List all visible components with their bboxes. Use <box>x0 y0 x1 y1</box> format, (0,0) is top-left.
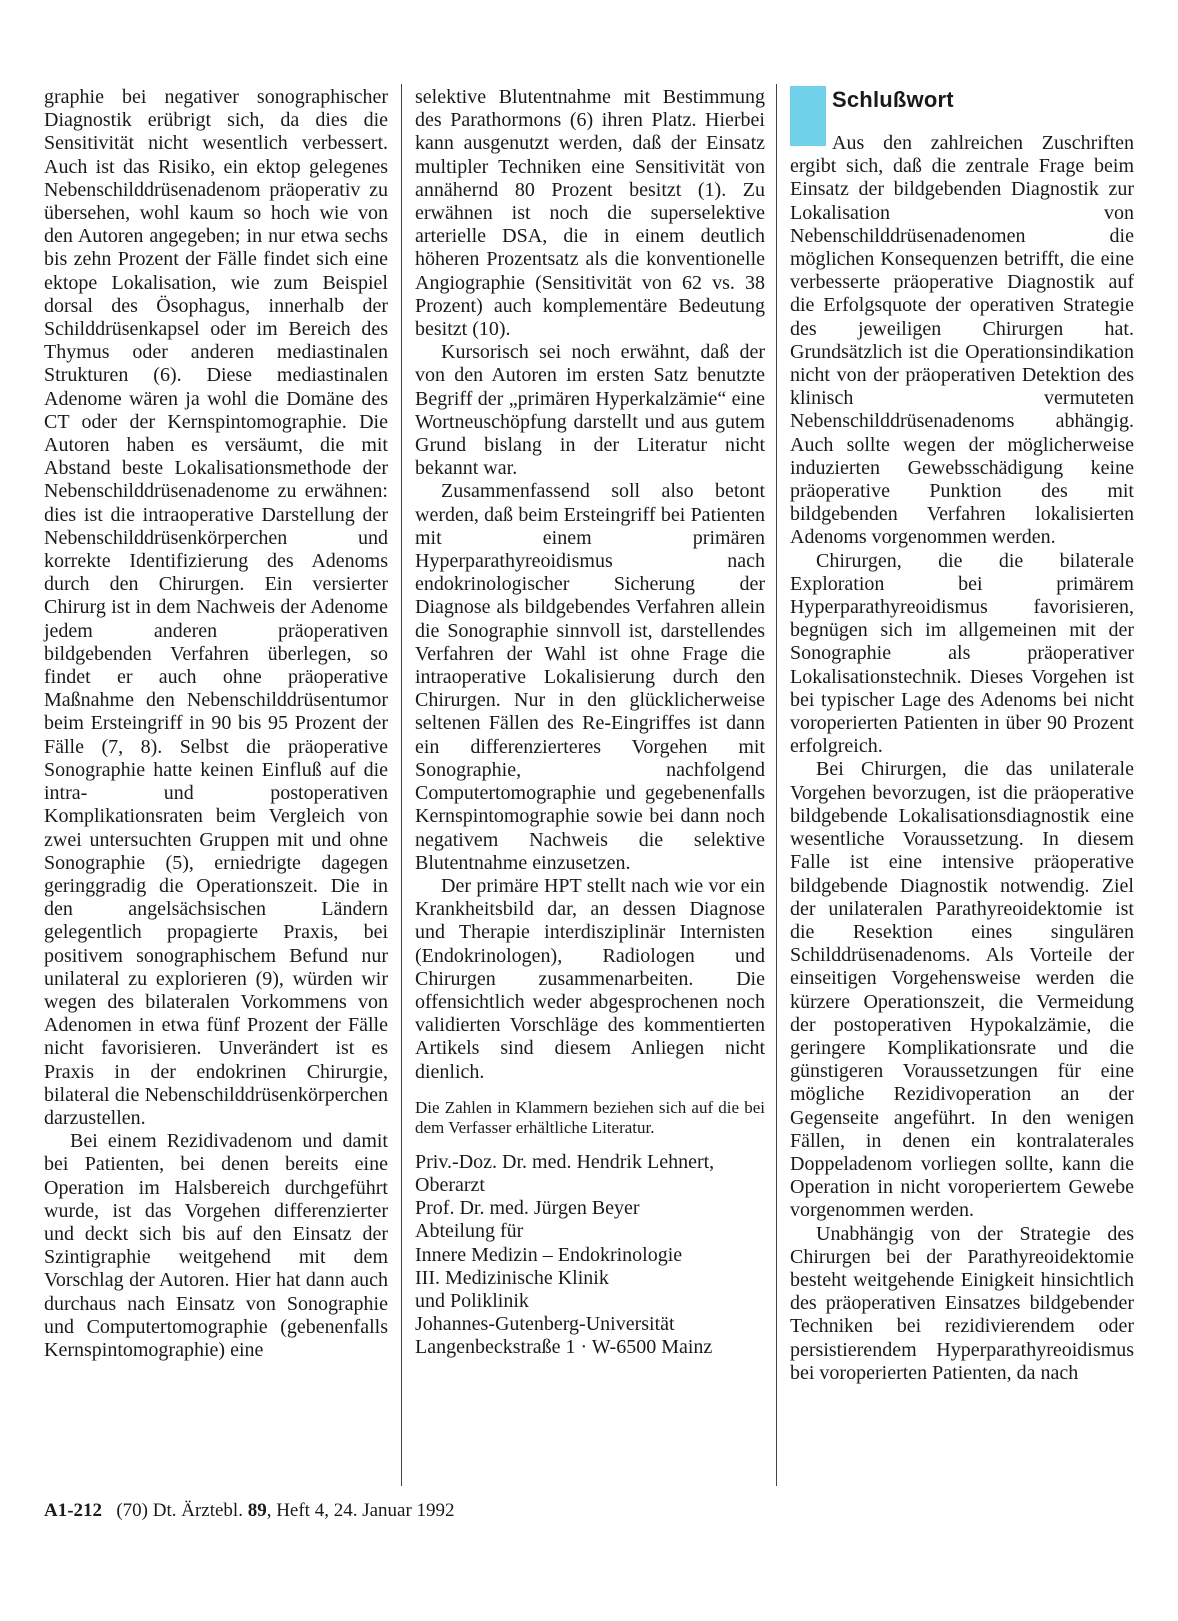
address-line: Prof. Dr. med. Jürgen Beyer <box>415 1197 640 1220</box>
citation-suffix: , Heft 4, 24. Januar 1992 <box>266 1500 455 1521</box>
column-3-paragraph-1: Aus den zahlreichen Zuschriften ergibt sich, daß die zentrale Frage beim Einsatz der bildgebenden Diagnostik zur Lokalisation von Nebenschilddrüsenadenomen die möglichen Konsequenzen betrifft, die eine verbesserte präoperative Diagnostik auf die Erfolgsquote der operativen Strategie des jeweiligen Chirurgen hat. Grundsätzlich ist die Operationsindikation nicht von der präoperativen Detektion des klinisch vermuteten Nebenschilddrüsenadenoms abhängig. Auch sollte wegen der möglicherweise induzierten Gewebsschädigung keine präoperative Punktion des mit bildgebenden Verfahren lokalisierten Adenoms vorgenommen werden. <box>790 132 1134 549</box>
citation-prefix: (70) Dt. Ärztebl. <box>116 1500 243 1521</box>
citation-volume: 89 <box>247 1500 267 1521</box>
page-id: A1-212 <box>44 1500 103 1521</box>
page-footer <box>44 1500 455 1522</box>
section-header <box>790 86 1134 132</box>
column-1-paragraph-2: Bei einem Rezidivadenom und damit bei Patienten, bei denen bereits eine Operation im Halsbereich durchgeführt wurde, ist das Vorgehen differenzierter und deckt sich bis auf den Einsatz der Szintigraphie weitgehend mit dem Vorschlag der Autoren. Hier hat dann auch durchaus nach Einsatz von Sonographie und Computertomographie (gebenenfalls Kernspintomographie) eine <box>44 1130 388 1361</box>
column-1 <box>44 86 388 1362</box>
section-heading: Schlußwort <box>832 87 954 112</box>
column-1-paragraph-1: graphie bei negativer sonographischer Diagnostik erübrigt sich, da dies die Sensitivität nicht wesentlich verbessert. Auch ist das Risiko, ein ektop gelegenes Nebenschilddrüsenadenom präoperativ zu übersehen, wohl kaum so hoch wie von den Autoren angegeben; in nur etwa sechs bis zehn Prozent der Fälle findet sich eine ektope Lokalisation, wie zum Beispiel dorsal des Ösophagus, innerhalb der Schilddrüsenkapsel oder im Bereich des Thymus oder anderen mediastinalen Strukturen (6). Diese mediastinalen Adenome wären ja wohl die Domäne des CT oder der Kernspintomographie. Die Autoren haben es versäumt, die mit Abstand beste Lokalisationsmethode der Nebenschilddrüsenadenome zu erwähnen: dies ist die intraoperative Darstellung der Nebenschilddrüsenkörperchen und korrekte Identifizierung des Adenoms durch den Chirurgen. Ein versierter Chirurg ist in dem Nachweis der Adenome jedem anderen präoperativen bildgebenden Verfahren überlegen, so findet er auch ohne präoperative Maßnahme den Nebenschilddrüsentumor beim Ersteingriff in 90 bis 95 Prozent der Fälle (7, 8). Selbst die präoperative Sonographie hatte keinen Einfluß auf die intra- und postoperativen Komplikationsraten beim Vergleich von zwei untersuchten Gruppen mit und ohne Sonographie (5), erniedrigte dagegen geringgradig die Operationszeit. Die in den angelsächsischen Ländern gelegentlich propagierte Praxis, bei positivem sonographischem Befund nur unilateral zu explorieren (9), würden wir wegen des bilateralen Vorkommens von Adenomen in etwa fünf Prozent der Fälle nicht favorisieren. Unverändert ist es Praxis in der endokrinen Chirurgie, bilateral die Nebenschilddrüsenkörperchen darzustellen. <box>44 86 388 1129</box>
column-3-paragraph-4: Unabhängig von der Strategie des Chirurgen bei der Parathyreoidektomie besteht weitgehende Einigkeit hinsichtlich des präoperativen Einsatzes bildgebender Techniken bei rezidivierendem oder persistierendem Hyperparathyreoidismus bei voroperierten Patienten, da nach <box>790 1222 1134 1384</box>
column-divider-2 <box>776 84 777 1486</box>
column-2 <box>415 86 765 1360</box>
column-3 <box>790 86 1134 1385</box>
column-3-paragraph-2: Chirurgen, die die bilaterale Exploration bei primärem Hyperparathyreoidismus favorisieren, begnügen sich im allgemeinen mit der Sonographie als präoperativer Lokalisationstechnik. Dieses Vorgehen ist bei typischer Lage des Adenoms bei nicht voroperierten Patienten in über 90 Prozent erfolgreich. <box>790 549 1134 758</box>
column-divider-1 <box>401 84 402 1486</box>
address-line: III. Medizinische Klinik <box>415 1266 609 1289</box>
address-line: Oberarzt <box>415 1173 485 1196</box>
heading-accent-block <box>790 86 826 146</box>
references-note: Die Zahlen in Klammern beziehen sich auf die bei dem Verfasser erhältliche Literatur. <box>415 1097 765 1138</box>
column-2-paragraph-2: Kursorisch sei noch erwähnt, daß der von den Autoren im ersten Satz benutzte Begriff der „primären Hyperkalzämie“ eine Wortneuschöpfung darstellt und aus gutem Grund bislang in der Literatur nicht bekannt war. <box>415 341 765 480</box>
address-line: Johannes-Gutenberg-Universität <box>415 1313 675 1336</box>
column-2-paragraph-3: Zusammenfassend soll also betont werden, daß beim Ersteingriff bei Patienten mit einem primären Hyperparathyreoidismus nach endokrinologischer Sicherung der Diagnose als bildgebendes Verfahren allein die Sonographie sinnvoll ist, darstellendes Verfahren der Wahl ist ohne Frage die intraoperative Lokalisierung durch den Chirurgen. Nur in den glücklicherweise seltenen Fällen des Re-Eingriffes ist dann ein differenzierteres Vorgehen mit Sonographie, nachfolgend Computertomographie und gegebenenfalls Kernspintomographie sowie bei dann noch negativem Nachweis die selektive Blutentnahme einzusetzen. <box>415 480 765 874</box>
column-2-paragraph-4: Der primäre HPT stellt nach wie vor ein Krankheitsbild dar, an dessen Diagnose und Therapie interdisziplinär Internisten (Endokrinologen), Radiologen und Chirurgen zusammenarbeiten. Die offensichtlich weder abgesprochenen noch validierten Vorschläge des kommentierten Artikels sind diesem Anliegen nicht dienlich. <box>415 874 765 1083</box>
address-line: Priv.-Doz. Dr. med. Hendrik Lehnert, <box>415 1150 715 1173</box>
address-line: Langenbeckstraße 1 · W-6500 Mainz <box>415 1336 713 1359</box>
column-3-paragraph-3: Bei Chirurgen, die das unilaterale Vorgehen bevorzugen, ist die präoperative bildgebende Lokalisationsdiagnostik eine wesentliche Voraussetzung. In diesem Falle ist eine intensive präoperative bildgebende Diagnostik notwendig. Ziel der unilateralen Parathyreoidektomie ist die Resektion eines singulären Schilddrüsenadenoms. Als Vorteile der einseitigen Vorgehensweise werden die kürzere Operationszeit, die Vermeidung der postoperativen Hypokalzämie, die geringere Komplikationsrate und die günstigeren Voraussetzungen für eine mögliche Rezidivoperation an der Gegenseite angeführt. In den wenigen Fällen, in denen ein kontralaterales Doppeladenom vorliegen sollte, kann die Operation in nicht voroperiertem Gewebe vorgenommen werden. <box>790 758 1134 1222</box>
address-line: und Poliklinik <box>415 1289 529 1312</box>
column-2-paragraph-1: selektive Blutentnahme mit Bestimmung des Parathormons (6) ihren Platz. Hierbei kann ausgenutzt werden, daß der Einsatz multipler Techniken eine Sensitivität von annähernd 80 Prozent besitzt (1). Zu erwähnen ist noch die superselektive arterielle DSA, die in einem deutlich höheren Prozentsatz als die konventionelle Angiographie (Sensitivität von 62 vs. 38 Prozent) auch komplementäre Bedeutung besitzt (10). <box>415 86 765 341</box>
address-line: Abteilung für <box>415 1220 524 1243</box>
address-line: Innere Medizin – Endokrinologie <box>415 1243 683 1266</box>
author-address <box>415 1151 765 1360</box>
